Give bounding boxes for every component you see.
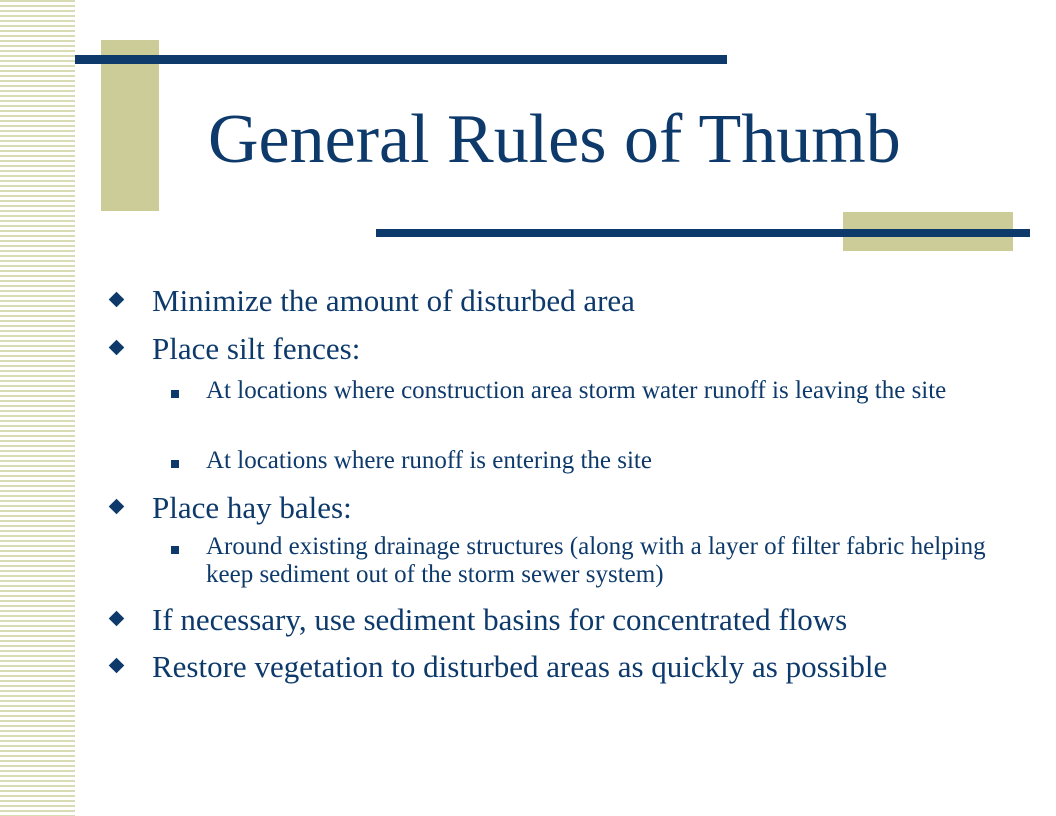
diamond-bullet-icon: [109, 340, 125, 356]
sub-bullet-runoff-entering: At locations where runoff is entering the site: [206, 447, 652, 474]
bullet-restore-vegetation: Restore vegetation to disturbed areas as quickly as possible: [152, 649, 888, 684]
square-bullet-icon: [171, 546, 179, 554]
slide-title: General Rules of Thumb: [208, 101, 901, 178]
square-bullet-icon: [171, 460, 179, 468]
square-bullet-icon: [171, 390, 179, 398]
diamond-bullet-icon: [109, 611, 125, 627]
bullet-minimize-disturbed-area: Minimize the amount of disturbed area: [152, 283, 635, 318]
bullet-place-hay-bales: Place hay bales:: [152, 490, 352, 525]
sub-bullet-runoff-leaving: At locations where construction area storm water runoff is leaving the site: [206, 377, 947, 404]
bullet-place-silt-fences: Place silt fences:: [152, 331, 361, 366]
diamond-bullet-icon: [109, 292, 125, 308]
diamond-bullet-icon: [109, 499, 125, 515]
sub-bullet-drainage-structures: Around existing drainage structures (along with a layer of filter fabric helping keep sediment out of the storm sewer system): [206, 533, 986, 588]
diamond-bullet-icon: [109, 658, 125, 674]
bullet-sediment-basins: If necessary, use sediment basins for concentrated flows: [152, 602, 848, 637]
